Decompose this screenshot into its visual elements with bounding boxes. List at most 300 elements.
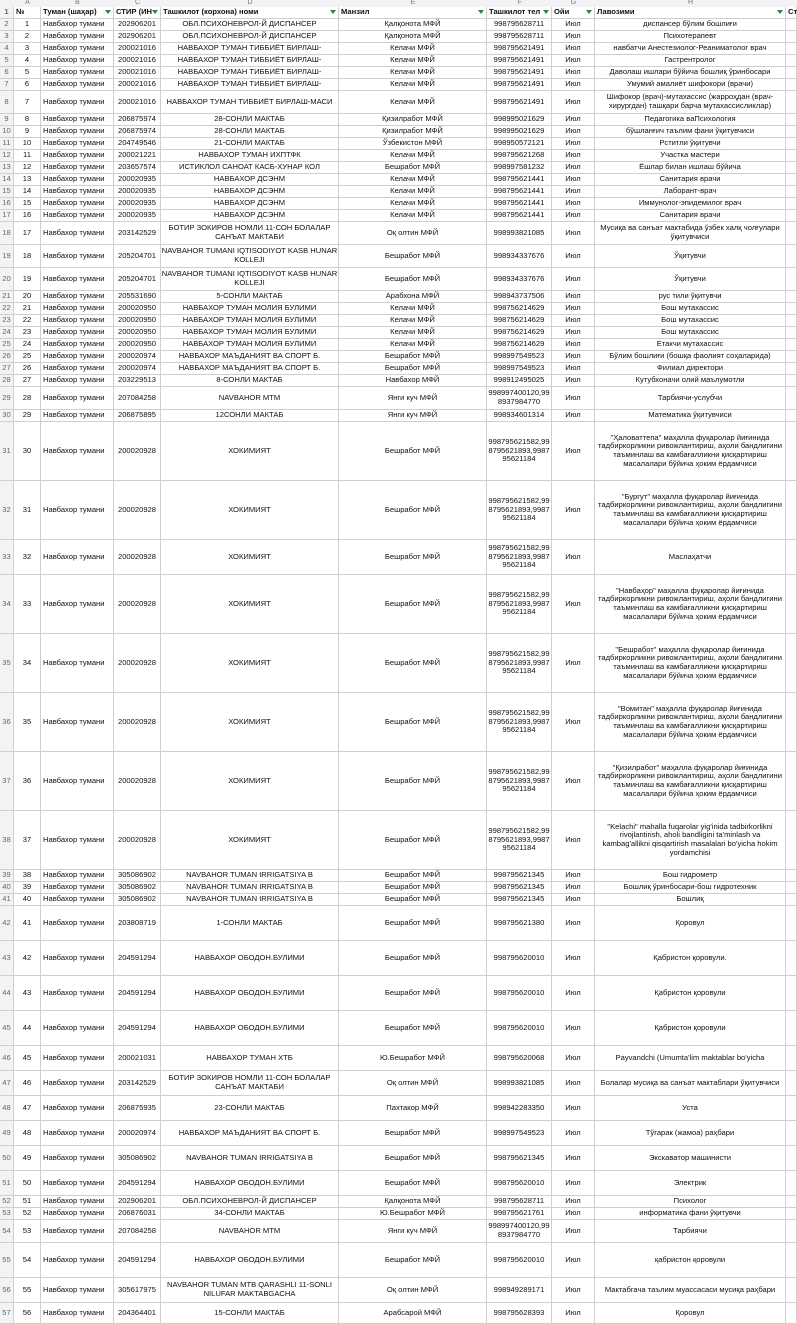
row-number[interactable] [0, 126, 14, 137]
cell-position[interactable] [595, 870, 786, 881]
column-letter[interactable]: C [134, 0, 141, 6]
cell-phone[interactable] [487, 114, 552, 125]
cell-number[interactable] [14, 55, 41, 66]
row-number[interactable] [0, 1096, 14, 1120]
cell-stir[interactable] [114, 1208, 161, 1219]
cell-district[interactable] [41, 387, 114, 409]
cell-organization[interactable] [161, 268, 339, 290]
cell-district[interactable] [41, 1196, 114, 1207]
cell-address[interactable] [339, 1196, 487, 1207]
cell-district[interactable] [41, 1303, 114, 1323]
cell-address[interactable] [339, 1220, 487, 1242]
cell-number[interactable] [14, 1096, 41, 1120]
cell-phone[interactable] [487, 1011, 552, 1045]
cell-organization[interactable] [161, 31, 339, 42]
cell-status[interactable] [786, 268, 797, 290]
row-number[interactable] [0, 162, 14, 173]
cell-stir[interactable] [114, 210, 161, 221]
cell-status[interactable] [786, 410, 797, 421]
cell-organization[interactable] [161, 19, 339, 30]
cell-district[interactable] [41, 91, 114, 113]
row-number[interactable] [0, 363, 14, 374]
row-number[interactable] [0, 422, 14, 480]
cell-organization[interactable] [161, 43, 339, 54]
cell-district[interactable] [41, 693, 114, 751]
cell-number[interactable] [14, 303, 41, 314]
cell-position[interactable] [595, 315, 786, 326]
cell-district[interactable] [41, 114, 114, 125]
cell-district[interactable] [41, 351, 114, 362]
cell-stir[interactable] [114, 114, 161, 125]
row-number[interactable] [0, 210, 14, 221]
cell-organization[interactable] [161, 1196, 339, 1207]
header-cell[interactable] [161, 7, 339, 18]
cell-organization[interactable] [161, 162, 339, 173]
cell-position[interactable] [595, 138, 786, 149]
cell-status[interactable] [786, 634, 797, 692]
cell-status[interactable] [786, 540, 797, 574]
cell-status[interactable] [786, 811, 797, 869]
cell-status[interactable] [786, 1243, 797, 1277]
cell-status[interactable] [786, 351, 797, 362]
cell-organization[interactable] [161, 79, 339, 90]
cell-phone[interactable] [487, 210, 552, 221]
cell-number[interactable] [14, 882, 41, 893]
cell-organization[interactable] [161, 55, 339, 66]
cell-month[interactable] [552, 1046, 595, 1070]
cell-month[interactable] [552, 811, 595, 869]
row-number[interactable] [0, 198, 14, 209]
cell-address[interactable] [339, 870, 487, 881]
cell-status[interactable] [786, 422, 797, 480]
cell-month[interactable] [552, 91, 595, 113]
cell-district[interactable] [41, 31, 114, 42]
cell-address[interactable] [339, 1071, 487, 1095]
cell-number[interactable] [14, 339, 41, 350]
cell-position[interactable] [595, 811, 786, 869]
cell-stir[interactable] [114, 1303, 161, 1323]
cell-phone[interactable] [487, 31, 552, 42]
cell-district[interactable] [41, 894, 114, 905]
cell-organization[interactable] [161, 894, 339, 905]
cell-district[interactable] [41, 198, 114, 209]
cell-organization[interactable] [161, 941, 339, 975]
cell-district[interactable] [41, 126, 114, 137]
cell-stir[interactable] [114, 19, 161, 30]
cell-district[interactable] [41, 268, 114, 290]
cell-address[interactable] [339, 1011, 487, 1045]
cell-address[interactable] [339, 882, 487, 893]
column-letter[interactable]: B [75, 0, 80, 6]
cell-stir[interactable] [114, 575, 161, 633]
cell-organization[interactable] [161, 1243, 339, 1277]
cell-position[interactable] [595, 67, 786, 78]
cell-district[interactable] [41, 1278, 114, 1302]
row-number[interactable] [0, 481, 14, 539]
row-number[interactable] [0, 268, 14, 290]
row-number[interactable] [0, 138, 14, 149]
cell-number[interactable] [14, 174, 41, 185]
cell-number[interactable] [14, 79, 41, 90]
cell-phone[interactable] [487, 79, 552, 90]
cell-address[interactable] [339, 162, 487, 173]
cell-phone[interactable] [487, 387, 552, 409]
cell-district[interactable] [41, 422, 114, 480]
cell-number[interactable] [14, 245, 41, 267]
cell-stir[interactable] [114, 1220, 161, 1242]
row-number[interactable] [0, 1278, 14, 1302]
cell-stir[interactable] [114, 1146, 161, 1170]
cell-stir[interactable] [114, 481, 161, 539]
cell-organization[interactable] [161, 351, 339, 362]
cell-stir[interactable] [114, 186, 161, 197]
cell-position[interactable] [595, 363, 786, 374]
cell-position[interactable] [595, 1196, 786, 1207]
cell-position[interactable] [595, 162, 786, 173]
cell-position[interactable] [595, 114, 786, 125]
cell-organization[interactable] [161, 634, 339, 692]
header-cell[interactable] [114, 7, 161, 18]
cell-organization[interactable] [161, 375, 339, 386]
cell-stir[interactable] [114, 1278, 161, 1302]
cell-district[interactable] [41, 575, 114, 633]
cell-stir[interactable] [114, 1011, 161, 1045]
row-number[interactable] [0, 1220, 14, 1242]
cell-organization[interactable] [161, 1071, 339, 1095]
cell-address[interactable] [339, 19, 487, 30]
cell-address[interactable] [339, 1243, 487, 1277]
row-number[interactable] [0, 976, 14, 1010]
cell-status[interactable] [786, 976, 797, 1010]
cell-stir[interactable] [114, 811, 161, 869]
cell-position[interactable] [595, 1278, 786, 1302]
cell-number[interactable] [14, 1243, 41, 1277]
cell-month[interactable] [552, 55, 595, 66]
cell-district[interactable] [41, 174, 114, 185]
cell-month[interactable] [552, 138, 595, 149]
filter-dropdown-icon[interactable] [543, 10, 549, 14]
cell-stir[interactable] [114, 1046, 161, 1070]
cell-phone[interactable] [487, 19, 552, 30]
cell-status[interactable] [786, 327, 797, 338]
cell-position[interactable] [595, 174, 786, 185]
cell-month[interactable] [552, 222, 595, 244]
cell-status[interactable] [786, 150, 797, 161]
cell-organization[interactable] [161, 1171, 339, 1195]
cell-phone[interactable] [487, 906, 552, 940]
cell-status[interactable] [786, 1171, 797, 1195]
cell-position[interactable] [595, 422, 786, 480]
cell-organization[interactable] [161, 422, 339, 480]
cell-phone[interactable] [487, 138, 552, 149]
cell-address[interactable] [339, 540, 487, 574]
row-number[interactable] [0, 634, 14, 692]
cell-stir[interactable] [114, 882, 161, 893]
row-number[interactable] [0, 1243, 14, 1277]
cell-district[interactable] [41, 540, 114, 574]
cell-number[interactable] [14, 363, 41, 374]
cell-status[interactable] [786, 222, 797, 244]
row-number[interactable] [0, 351, 14, 362]
column-letter[interactable]: G [570, 0, 577, 6]
cell-district[interactable] [41, 43, 114, 54]
cell-month[interactable] [552, 575, 595, 633]
cell-position[interactable] [595, 268, 786, 290]
row-number[interactable] [0, 870, 14, 881]
cell-status[interactable] [786, 906, 797, 940]
cell-district[interactable] [41, 1071, 114, 1095]
cell-organization[interactable] [161, 67, 339, 78]
cell-phone[interactable] [487, 1220, 552, 1242]
cell-stir[interactable] [114, 1121, 161, 1145]
cell-stir[interactable] [114, 55, 161, 66]
cell-address[interactable] [339, 55, 487, 66]
cell-organization[interactable] [161, 1011, 339, 1045]
cell-number[interactable] [14, 387, 41, 409]
cell-district[interactable] [41, 138, 114, 149]
cell-month[interactable] [552, 870, 595, 881]
cell-address[interactable] [339, 811, 487, 869]
cell-number[interactable] [14, 222, 41, 244]
cell-status[interactable] [786, 114, 797, 125]
column-letter[interactable]: A [25, 0, 30, 6]
row-number[interactable] [0, 222, 14, 244]
cell-phone[interactable] [487, 1071, 552, 1095]
cell-month[interactable] [552, 1303, 595, 1323]
cell-number[interactable] [14, 1278, 41, 1302]
cell-stir[interactable] [114, 138, 161, 149]
cell-number[interactable] [14, 1208, 41, 1219]
row-number[interactable] [0, 1046, 14, 1070]
cell-phone[interactable] [487, 363, 552, 374]
cell-organization[interactable] [161, 870, 339, 881]
cell-phone[interactable] [487, 693, 552, 751]
cell-number[interactable] [14, 19, 41, 30]
column-letter[interactable]: E [410, 0, 416, 6]
cell-status[interactable] [786, 245, 797, 267]
cell-district[interactable] [41, 339, 114, 350]
cell-district[interactable] [41, 222, 114, 244]
cell-stir[interactable] [114, 634, 161, 692]
cell-stir[interactable] [114, 174, 161, 185]
cell-phone[interactable] [487, 150, 552, 161]
cell-position[interactable] [595, 1146, 786, 1170]
cell-month[interactable] [552, 1220, 595, 1242]
cell-address[interactable] [339, 363, 487, 374]
row-number[interactable] [0, 339, 14, 350]
cell-month[interactable] [552, 327, 595, 338]
filter-dropdown-icon[interactable] [152, 10, 158, 14]
cell-number[interactable] [14, 870, 41, 881]
cell-organization[interactable] [161, 138, 339, 149]
cell-month[interactable] [552, 351, 595, 362]
cell-organization[interactable] [161, 1046, 339, 1070]
cell-number[interactable] [14, 1146, 41, 1170]
cell-number[interactable] [14, 906, 41, 940]
row-number[interactable] [0, 811, 14, 869]
cell-position[interactable] [595, 693, 786, 751]
cell-district[interactable] [41, 327, 114, 338]
cell-stir[interactable] [114, 351, 161, 362]
cell-number[interactable] [14, 67, 41, 78]
cell-phone[interactable] [487, 976, 552, 1010]
cell-address[interactable] [339, 481, 487, 539]
cell-district[interactable] [41, 906, 114, 940]
cell-address[interactable] [339, 976, 487, 1010]
cell-phone[interactable] [487, 811, 552, 869]
header-cell[interactable] [14, 7, 41, 18]
cell-phone[interactable] [487, 870, 552, 881]
header-cell[interactable] [595, 7, 786, 18]
cell-position[interactable] [595, 410, 786, 421]
cell-district[interactable] [41, 941, 114, 975]
cell-stir[interactable] [114, 870, 161, 881]
cell-phone[interactable] [487, 91, 552, 113]
cell-stir[interactable] [114, 162, 161, 173]
cell-month[interactable] [552, 303, 595, 314]
cell-status[interactable] [786, 43, 797, 54]
header-cell[interactable] [786, 7, 797, 18]
header-cell[interactable] [41, 7, 114, 18]
cell-position[interactable] [595, 91, 786, 113]
cell-district[interactable] [41, 1096, 114, 1120]
cell-district[interactable] [41, 186, 114, 197]
cell-phone[interactable] [487, 1208, 552, 1219]
cell-number[interactable] [14, 375, 41, 386]
cell-address[interactable] [339, 1096, 487, 1120]
cell-phone[interactable] [487, 481, 552, 539]
cell-organization[interactable] [161, 186, 339, 197]
cell-organization[interactable] [161, 1278, 339, 1302]
cell-number[interactable] [14, 162, 41, 173]
cell-organization[interactable] [161, 126, 339, 137]
cell-month[interactable] [552, 941, 595, 975]
row-number[interactable] [0, 291, 14, 302]
cell-number[interactable] [14, 1046, 41, 1070]
row-number[interactable] [0, 894, 14, 905]
cell-status[interactable] [786, 186, 797, 197]
cell-stir[interactable] [114, 976, 161, 1010]
cell-position[interactable] [595, 126, 786, 137]
cell-organization[interactable] [161, 91, 339, 113]
cell-address[interactable] [339, 327, 487, 338]
cell-district[interactable] [41, 150, 114, 161]
row-number[interactable] [0, 941, 14, 975]
cell-month[interactable] [552, 174, 595, 185]
cell-address[interactable] [339, 894, 487, 905]
cell-district[interactable] [41, 79, 114, 90]
cell-stir[interactable] [114, 327, 161, 338]
cell-month[interactable] [552, 268, 595, 290]
cell-position[interactable] [595, 1208, 786, 1219]
cell-number[interactable] [14, 1303, 41, 1323]
cell-status[interactable] [786, 894, 797, 905]
cell-number[interactable] [14, 91, 41, 113]
cell-address[interactable] [339, 1146, 487, 1170]
cell-position[interactable] [595, 1071, 786, 1095]
filter-dropdown-icon[interactable] [105, 10, 111, 14]
cell-phone[interactable] [487, 268, 552, 290]
cell-number[interactable] [14, 693, 41, 751]
cell-position[interactable] [595, 976, 786, 1010]
cell-organization[interactable] [161, 210, 339, 221]
cell-month[interactable] [552, 114, 595, 125]
cell-stir[interactable] [114, 410, 161, 421]
cell-district[interactable] [41, 315, 114, 326]
cell-status[interactable] [786, 1220, 797, 1242]
cell-status[interactable] [786, 19, 797, 30]
cell-position[interactable] [595, 79, 786, 90]
cell-position[interactable] [595, 540, 786, 574]
cell-number[interactable] [14, 894, 41, 905]
filter-dropdown-icon[interactable] [586, 10, 592, 14]
cell-number[interactable] [14, 210, 41, 221]
cell-number[interactable] [14, 941, 41, 975]
cell-number[interactable] [14, 976, 41, 1010]
row-number[interactable] [0, 114, 14, 125]
row-number[interactable] [0, 43, 14, 54]
cell-number[interactable] [14, 1121, 41, 1145]
cell-status[interactable] [786, 882, 797, 893]
cell-district[interactable] [41, 67, 114, 78]
cell-stir[interactable] [114, 126, 161, 137]
cell-month[interactable] [552, 1096, 595, 1120]
cell-phone[interactable] [487, 1196, 552, 1207]
row-number[interactable] [0, 387, 14, 409]
cell-phone[interactable] [487, 1096, 552, 1120]
cell-address[interactable] [339, 422, 487, 480]
cell-status[interactable] [786, 1278, 797, 1302]
cell-phone[interactable] [487, 422, 552, 480]
cell-position[interactable] [595, 245, 786, 267]
cell-stir[interactable] [114, 1171, 161, 1195]
row-number[interactable] [0, 752, 14, 810]
cell-month[interactable] [552, 387, 595, 409]
cell-stir[interactable] [114, 222, 161, 244]
cell-stir[interactable] [114, 31, 161, 42]
cell-phone[interactable] [487, 67, 552, 78]
cell-address[interactable] [339, 303, 487, 314]
cell-phone[interactable] [487, 351, 552, 362]
cell-address[interactable] [339, 222, 487, 244]
cell-district[interactable] [41, 976, 114, 1010]
cell-position[interactable] [595, 1243, 786, 1277]
cell-address[interactable] [339, 1303, 487, 1323]
cell-address[interactable] [339, 198, 487, 209]
cell-status[interactable] [786, 481, 797, 539]
cell-number[interactable] [14, 186, 41, 197]
cell-position[interactable] [595, 291, 786, 302]
cell-position[interactable] [595, 198, 786, 209]
cell-stir[interactable] [114, 375, 161, 386]
cell-position[interactable] [595, 351, 786, 362]
cell-status[interactable] [786, 79, 797, 90]
cell-status[interactable] [786, 126, 797, 137]
cell-phone[interactable] [487, 186, 552, 197]
cell-phone[interactable] [487, 1171, 552, 1195]
row-number[interactable] [0, 1121, 14, 1145]
header-cell[interactable] [487, 7, 552, 18]
cell-position[interactable] [595, 575, 786, 633]
cell-address[interactable] [339, 126, 487, 137]
cell-address[interactable] [339, 31, 487, 42]
cell-address[interactable] [339, 186, 487, 197]
cell-position[interactable] [595, 1011, 786, 1045]
cell-month[interactable] [552, 410, 595, 421]
filter-dropdown-icon[interactable] [330, 10, 336, 14]
cell-number[interactable] [14, 198, 41, 209]
cell-organization[interactable] [161, 575, 339, 633]
